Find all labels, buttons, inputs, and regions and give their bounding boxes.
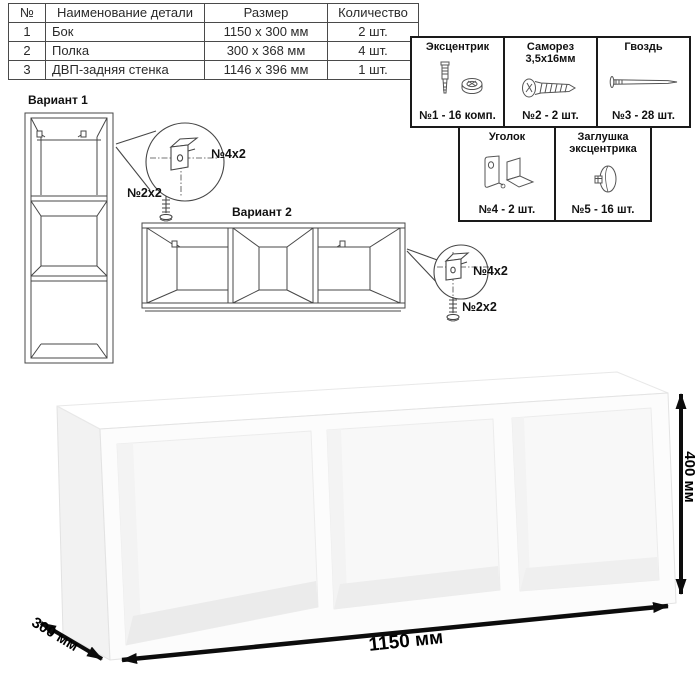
part-qty: 4 шт.	[328, 42, 419, 61]
mini-bracket-icon	[37, 131, 86, 137]
hardware-title: Уголок	[488, 131, 526, 143]
width-dimension-label: 1150 мм	[367, 627, 445, 656]
table-row	[9, 23, 419, 42]
part-size: 1150 x 300 мм	[205, 23, 328, 42]
cam-cap-icon	[582, 155, 624, 204]
hardware-title: Заглушка	[577, 131, 629, 143]
variant2-drawing	[142, 223, 405, 311]
hardware-cell-bracket	[458, 126, 556, 222]
table-row	[9, 42, 419, 61]
variant1-drawing	[25, 113, 113, 363]
parts-table	[8, 3, 419, 80]
part-name: Полка	[46, 42, 205, 61]
header-size: Размер	[205, 4, 328, 23]
variant2-title: Вариант 2	[232, 205, 292, 219]
hardware-subtitle: эксцентрика	[569, 143, 637, 155]
part-num: 1	[9, 23, 46, 42]
hardware-count-label: №4 - 2 шт.	[478, 204, 536, 216]
variant1-callout	[116, 123, 224, 221]
hardware-title: Эксцентрик	[425, 41, 490, 53]
hardware-subtitle: 3,5х16мм	[525, 53, 576, 65]
part-num: 3	[9, 61, 46, 80]
hardware-cell-nail	[596, 36, 691, 128]
hardware-count-label: №3 - 28 шт.	[612, 110, 675, 122]
shelf-3d-render	[57, 372, 676, 660]
hardware-count-label: №1 - 16 комп.	[419, 110, 496, 122]
part-qty: 2 шт.	[328, 23, 419, 42]
hardware-cell-cap	[554, 126, 652, 222]
depth-dimension-label: 300 мм	[28, 613, 82, 656]
header-name: Наименование детали	[46, 4, 205, 23]
header-num: №	[9, 4, 46, 23]
part-num: 2	[9, 42, 46, 61]
variant1-title: Вариант 1	[28, 93, 88, 107]
shelf-opening	[327, 419, 500, 609]
hardware-cell-screw	[503, 36, 598, 128]
hardware-cell-eccentric	[410, 36, 505, 128]
variant2-screw-label: №2х2	[462, 300, 497, 314]
part-name: Бок	[46, 23, 205, 42]
header-qty: Количество	[328, 4, 419, 23]
hardware-legend-bottom-row	[458, 126, 652, 222]
variant2-bracket-label: №4х2	[473, 264, 508, 278]
shelf-opening	[117, 431, 318, 645]
table-row	[9, 61, 419, 80]
parts-table-header	[9, 4, 419, 23]
hardware-title: Саморез	[526, 41, 575, 53]
eccentric-cam-icon	[427, 53, 489, 110]
nail-icon	[606, 53, 682, 110]
variant1-screw-label: №2х2	[127, 186, 162, 200]
corner-bracket-icon	[477, 143, 537, 204]
part-qty: 1 шт.	[328, 61, 419, 80]
part-size: 300 x 368 мм	[205, 42, 328, 61]
hardware-title: Гвоздь	[624, 41, 663, 53]
screw-icon	[519, 65, 583, 110]
height-dimension-label: 400 мм	[681, 451, 698, 503]
part-name: ДВП-задняя стенка	[46, 61, 205, 80]
hardware-legend-top-row	[410, 36, 691, 128]
shelf-opening	[512, 408, 659, 591]
part-size: 1146 x 396 мм	[205, 61, 328, 80]
hardware-count-label: №5 - 16 шт.	[571, 204, 635, 216]
screw-icon	[447, 297, 459, 321]
hardware-count-label: №2 - 2 шт.	[522, 110, 579, 122]
variant1-bracket-label: №4х2	[211, 147, 246, 161]
